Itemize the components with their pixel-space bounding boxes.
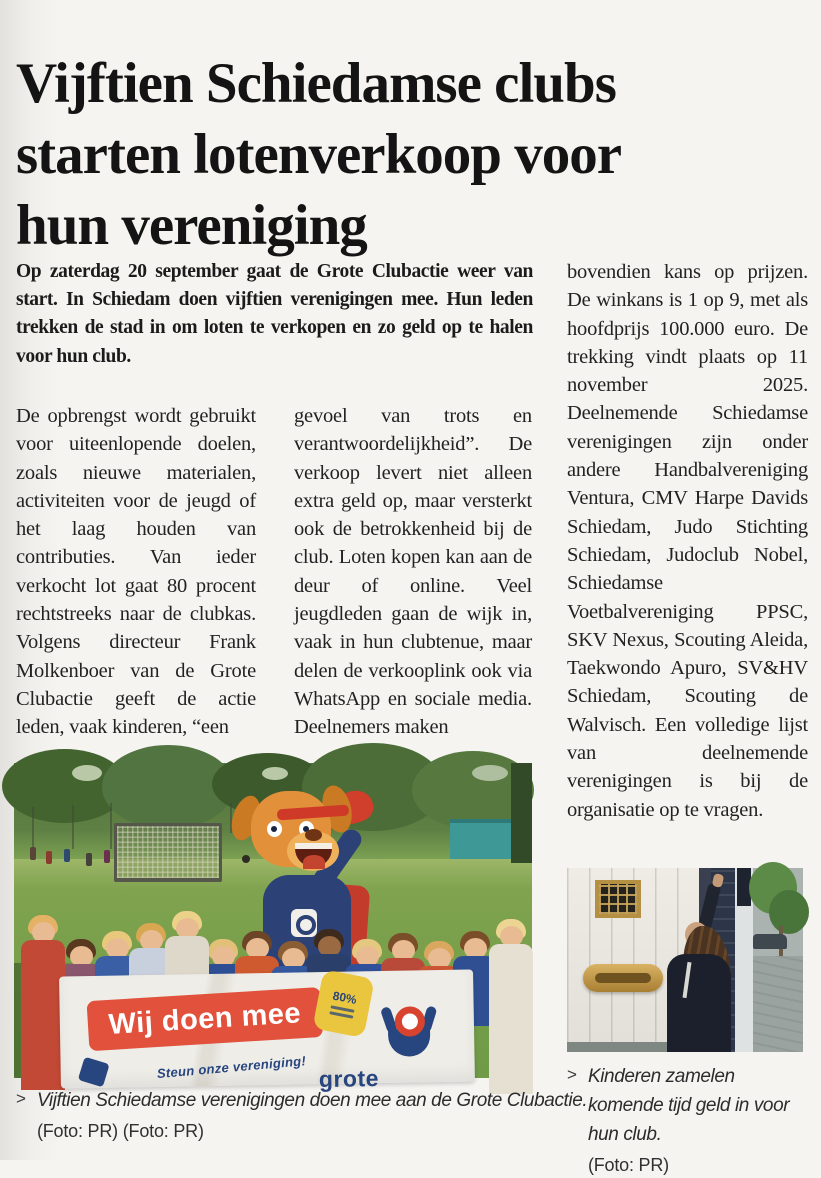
letterbox	[583, 964, 663, 992]
photo-credit: (Foto: PR)	[587, 1155, 669, 1175]
headline-line-3: hun vereniging	[16, 194, 367, 258]
girl-jacket	[667, 954, 731, 1052]
child-shirt	[489, 944, 533, 1094]
parked-car	[753, 934, 787, 949]
door-grille	[595, 880, 641, 918]
caption-text: Kinderen zamelen komende tijd geld in voor hun club.	[587, 1066, 790, 1145]
child-figure	[488, 919, 534, 1094]
clubactie-banner	[59, 969, 475, 1093]
body-column-2: gevoel van trots en verantwoordelijkheid”. De verkoop levert niet alleen extra geld op, maar versterkt ook de betrokkenheid bij de club. Loten kopen kan aan de deur of online. Veel jeugdleden gaan de wijk in, vaak in hun clubtenue, maar delen de verkooplink ook via WhatsApp en sociale media. Deelnemers maken	[294, 405, 532, 739]
main-photo-caption	[16, 1086, 588, 1144]
badge-text: 80%	[331, 988, 358, 1007]
body-column-1: De opbrengst wordt gebruikt voor uiteenlopende doelen, zoals nieuwe materialen, activiteiten voor de jeugd of het laag houden van contributies. Van ieder verkocht lot gaat 80 procent rechtstreeks naar de clubkas. Volgens directeur Frank Molkenboer van de Grote Clubactie geeft de actie leden, vaak kinderen, “een	[16, 405, 256, 739]
badge-smallprint	[329, 1011, 353, 1019]
headline-line-1: Vijftien Schiedamse clubs	[16, 52, 616, 116]
caption-text: Vijftien Schiedamse verenigingen doen mee aan de Grote Clubactie.	[36, 1090, 588, 1111]
grote-clubactie-logo	[380, 1004, 439, 1071]
logo-wordmark: grote	[318, 1065, 380, 1093]
sidewalk	[753, 956, 803, 1052]
eighty-percent-badge	[312, 969, 374, 1038]
tree-foliage	[769, 890, 809, 934]
headline-line-2: starten lotenverkoop voor	[16, 123, 622, 187]
small-photo-caption	[567, 1062, 812, 1178]
banner-ribbon: Wij doen mee	[87, 987, 324, 1051]
photo-credit: (Foto: PR) (Foto: PR)	[36, 1121, 204, 1141]
child-shirt	[21, 940, 65, 1090]
street-view	[753, 868, 803, 1052]
lead-paragraph: Op zaterdag 20 september gaat de Grote Clubactie weer van start. In Schiedam doen vijftien verenigingen mee. Hun leden trekken de stad in om loten te verkopen en zo geld op te halen voor hun club.	[16, 261, 533, 367]
banner-corner-graphic	[78, 1057, 110, 1088]
main-photo	[14, 763, 532, 1093]
caption-marker: >	[16, 1089, 26, 1108]
body-column-3: bovendien kans op prijzen. De winkans is 1 op 9, met als hoofdprijs 100.000 euro. De trekking vindt plaats op 11 november 2025. Deelnemende Schiedamse verenigingen zijn onder andere Handbalvereniging Ventura, CMV Harpe Davids Schiedam, Judo Stichting Schiedam, Judoclub Nobel, Schiedamse Voetbalvereniging PPSC, SKV Nexus, Scouting Aleida, Taekwondo Apuro, SV&HV Schiedam, Scouting de Walvisch. Een volledige lijst van deelnemende verenigingen is bij de organisatie op te vragen.	[567, 261, 808, 821]
doorbell-photo	[567, 868, 803, 1052]
banner-subtitle: Steun onze vereniging!	[156, 1053, 307, 1082]
article-headline	[16, 48, 808, 261]
caption-marker: >	[567, 1065, 577, 1084]
